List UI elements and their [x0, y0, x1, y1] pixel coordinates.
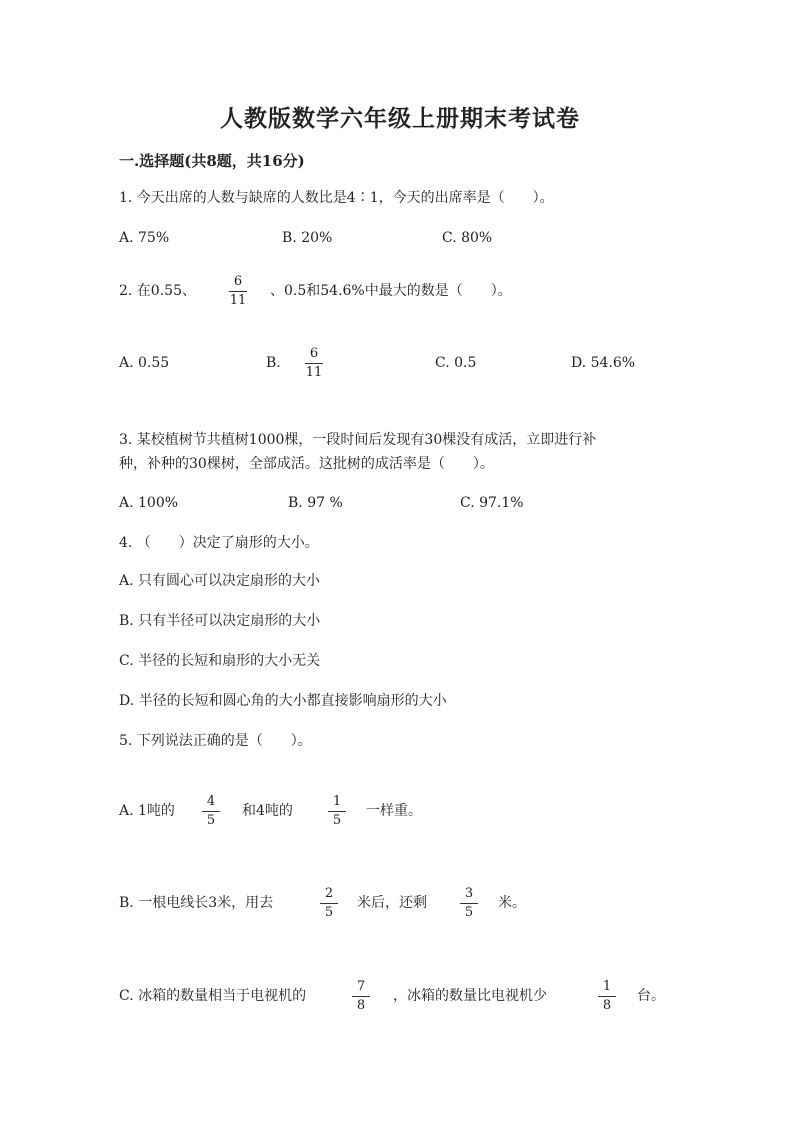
question-5-option-a-fraction-1 — [200, 795, 222, 828]
fraction-bar — [320, 903, 338, 904]
fraction-bar — [202, 811, 220, 812]
section-heading: 一.选择题(共8题，共16分) — [119, 152, 305, 170]
question-3-stem-line1: 3. 某校植树节共植树1000棵，一段时间后发现有30棵没有成活，立即进行补 — [119, 432, 597, 448]
question-3-option-c[interactable]: C. 97.1% — [460, 495, 524, 511]
question-4-option-b[interactable]: B. 只有半径可以决定扇形的大小 — [119, 613, 321, 629]
question-5-option-b[interactable]: B. 一根电线长3米，用去 — [119, 895, 274, 911]
fraction-bar — [352, 996, 370, 997]
fraction-bar — [328, 811, 346, 812]
question-4-stem: 4. （ ）决定了扇形的大小。 — [119, 535, 319, 551]
question-1-option-b[interactable]: B. 20% — [282, 230, 333, 246]
fraction-denominator: 8 — [356, 998, 366, 1013]
fraction-denominator: 11 — [305, 365, 323, 380]
fraction-numerator: 2 — [324, 886, 334, 901]
question-5-option-a-middle: 和4吨的 — [242, 803, 293, 819]
fraction-numerator: 3 — [464, 886, 474, 901]
question-5-option-b-end: 米。 — [498, 895, 526, 911]
question-4-option-d[interactable]: D. 半径的长短和圆心角的大小都直接影响扇形的大小 — [119, 693, 447, 709]
fraction-denominator: 11 — [229, 293, 247, 308]
question-2-option-b[interactable]: B. — [266, 355, 281, 371]
fraction-denominator: 5 — [324, 905, 334, 920]
fraction-bar — [598, 996, 616, 997]
question-3-option-b[interactable]: B. 97 % — [288, 495, 343, 511]
fraction-bar — [460, 903, 478, 904]
question-5-option-b-middle: 米后，还剩 — [357, 895, 427, 911]
question-5-stem: 5. 下列说法正确的是（ ）。 — [119, 733, 312, 749]
question-5-option-a-fraction-2 — [326, 795, 348, 828]
question-5-option-c-fraction-2 — [596, 980, 618, 1013]
question-3-option-a[interactable]: A. 100% — [119, 495, 179, 511]
fraction-denominator: 5 — [464, 905, 474, 920]
question-1-stem: 1. 今天出席的人数与缺席的人数比是4∶1，今天的出席率是（ ）。 — [119, 190, 554, 206]
fraction-denominator: 5 — [332, 813, 342, 828]
question-5-option-c-middle: ，冰箱的数量比电视机少 — [393, 988, 547, 1004]
question-1-option-c[interactable]: C. 80% — [442, 230, 493, 246]
fraction-bar — [305, 363, 323, 364]
fraction-bar — [229, 291, 247, 292]
question-2-stem-prefix: 2. 在0.55、 — [119, 283, 196, 299]
page-title: 人教版数学六年级上册期末考试卷 — [220, 105, 580, 132]
question-5-option-b-fraction-2 — [458, 887, 480, 920]
question-5-option-c[interactable]: C. 冰箱的数量相当于电视机的 — [119, 988, 307, 1004]
fraction-numerator: 6 — [233, 274, 243, 289]
question-5-option-b-fraction-1 — [318, 887, 340, 920]
fraction-denominator: 5 — [206, 813, 216, 828]
fraction-numerator: 6 — [309, 346, 319, 361]
question-3-stem-line2: 种，补种的30棵树，全部成活。这批树的成活率是（ ）。 — [119, 456, 494, 472]
fraction-numerator: 4 — [206, 794, 216, 809]
fraction-numerator: 1 — [332, 794, 342, 809]
question-2-option-d[interactable]: D. 54.6% — [571, 355, 636, 371]
question-2-option-c[interactable]: C. 0.5 — [435, 355, 477, 371]
question-4-option-a[interactable]: A. 只有圆心可以决定扇形的大小 — [119, 573, 321, 589]
fraction-numerator: 7 — [356, 979, 366, 994]
question-1-option-a[interactable]: A. 75% — [119, 230, 170, 246]
question-5-option-c-end: 台。 — [637, 988, 665, 1004]
question-5-option-a[interactable]: A. 1吨的 — [119, 803, 175, 819]
fraction-denominator: 8 — [602, 998, 612, 1013]
question-2-option-b-fraction — [303, 347, 325, 380]
question-5-option-a-end: 一样重。 — [366, 803, 422, 819]
question-4-option-c[interactable]: C. 半径的长短和扇形的大小无关 — [119, 653, 321, 669]
question-2-stem-suffix: 、0.5和54.6%中最大的数是（ ）。 — [270, 283, 512, 299]
question-2-option-a[interactable]: A. 0.55 — [119, 355, 170, 371]
fraction-numerator: 1 — [602, 979, 612, 994]
question-2-fraction — [227, 275, 249, 308]
question-5-option-c-fraction-1 — [350, 980, 372, 1013]
